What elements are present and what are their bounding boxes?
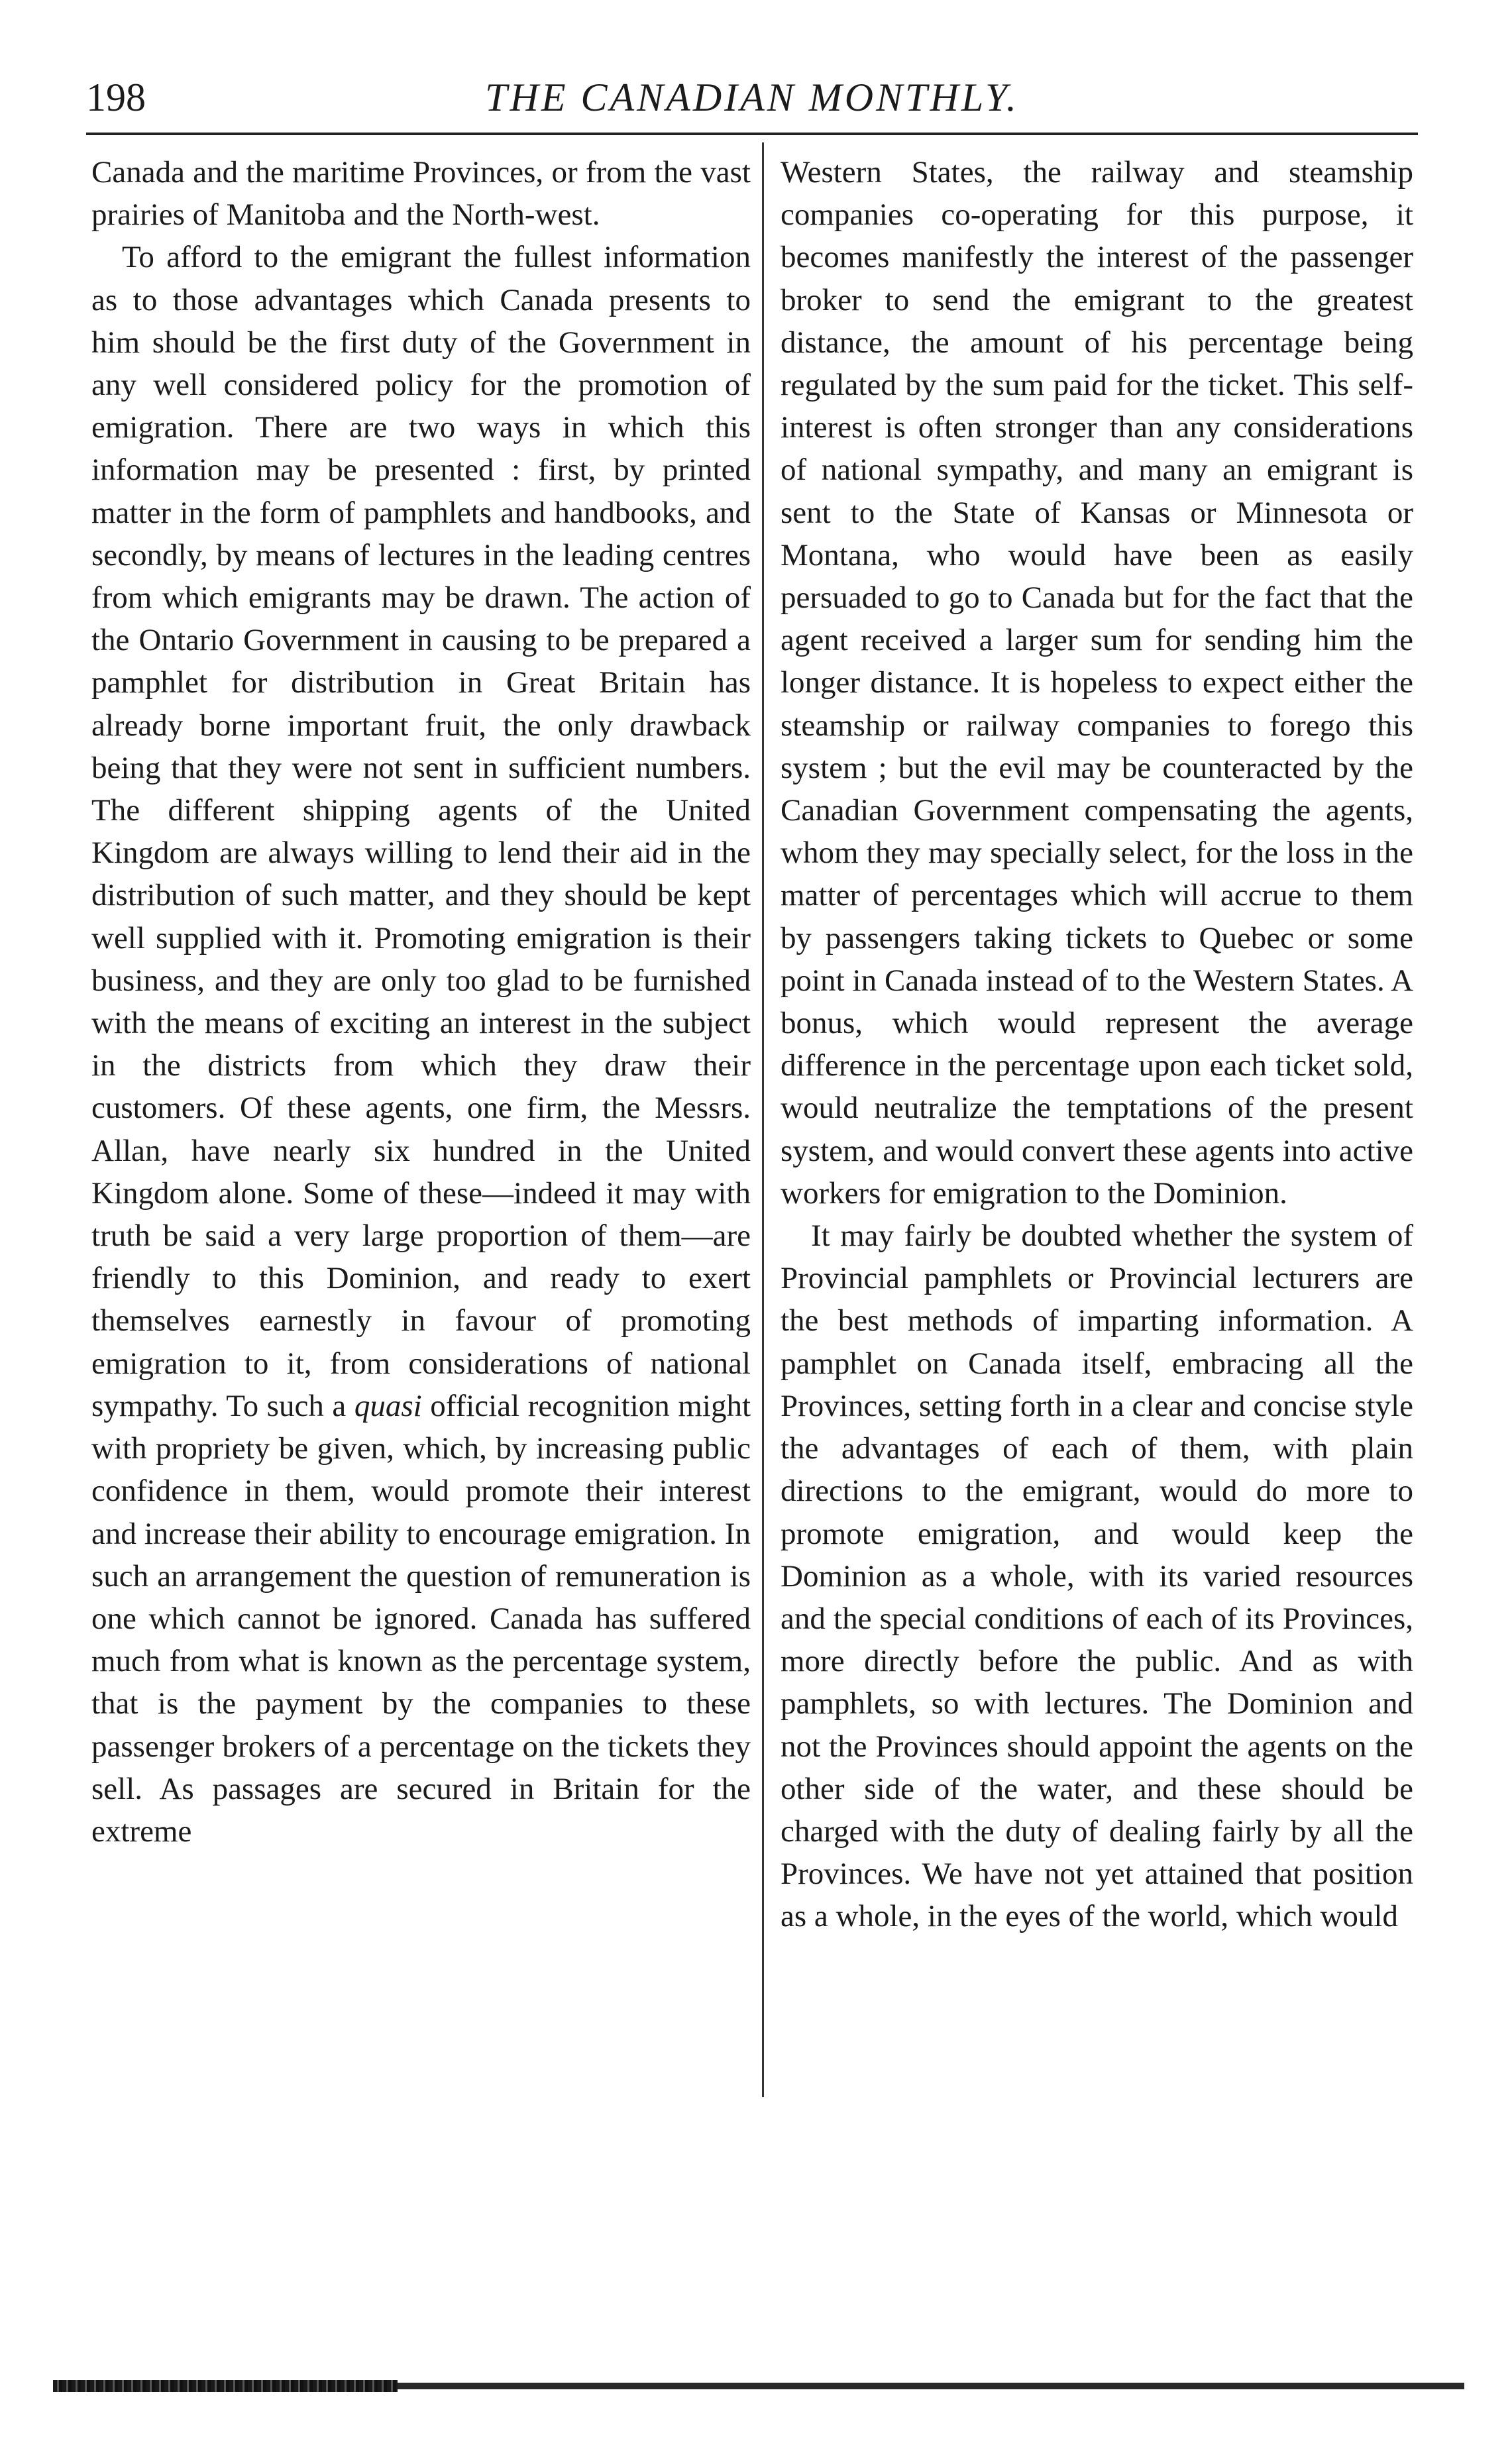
paragraph-2-tail: official recognition might with propriety be given, which, by increasing public confidence in them, would promote their interest and increase their ability to encourage emigration. In such an arrangement the question of remuneration is one which cannot be ignored. Canada has suffered much from what is known as the percentage system, that is the payment by the companies to these passenger brokers of a percentage on the tickets they sell. As passages are secured in Britain for the extreme: [91, 1388, 751, 1849]
left-column: [91, 151, 751, 2099]
italic-word-quasi: quasi: [354, 1388, 422, 1423]
paragraph-2: [91, 236, 751, 1853]
running-head: THE CANADIAN MONTHLY.: [485, 76, 1019, 119]
header-rule: [86, 133, 1418, 135]
paragraph-3: Western States, the railway and steamship companies co-operating for this purpose, it becomes manifestly the interest of the passenger broker to send the emigrant to the greatest distance, the amount of his percentage being regulated by the sum paid for the ticket. This self-interest is often stronger than any considerations of national sympathy, and many an emigrant is sent to the State of Kansas or Minnesota or Montana, who would have been as easily persuaded to go to Canada but for the fact that the agent received a larger sum for sending him the longer distance. It is hopeless to expect either the steamship or railway companies to forego this system ; but the evil may be counteracted by the Canadian Government compensating the agents, whom they may specially select, for the loss in the matter of percentages which will accrue to them by passengers taking tickets to Quebec or some point in Canada instead of to the Western States. A bonus, which would represent the average difference in the percentage upon each ticket sold, would neutralize the temptations of the present system, and would convert these agents into active workers for emigration to the Dominion.: [781, 155, 1413, 1211]
footer-ink-smudge: [53, 2380, 398, 2392]
right-column: [781, 151, 1413, 2099]
paragraph-4: It may fairly be doubted whether the system of Provincial pamphlets or Provincial lecturers are the best methods of imparting information. A pamphlet on Canada itself, embracing all the Provinces, setting forth in a clear and concise style the advantages of each of them, with plain directions to the emigrant, would do more to promote emigration, and would keep the Dominion as a whole, with its varied resources and the special conditions of each of its Provinces, more directly before the public. And as with pamphlets, so with lectures. The Dominion and not the Provinces should appoint the agents on the other side of the water, and these should be charged with the duty of dealing fairly by all the Provinces. We have not yet attained that position as a whole, in the eyes of the world, which would: [781, 1219, 1413, 1934]
page-header: [86, 61, 1418, 134]
page-number: 198: [86, 76, 146, 119]
column-divider: [762, 142, 764, 2097]
paragraph-2-text: To afford to the emigrant the fullest information as to those advantages which Canada presents to him should be the first duty of the Government in any well considered policy for the promotion of emigration. There are two ways in which this information may be presented : first, by printed matter in the form of pamphlets and handbooks, and secondly, by means of lectures in the leading centres from which emigrants may be drawn. The action of the Ontario Government in causing to be prepared a pamphlet for distribution in Great Britain has already borne important fruit, the only drawback being that they were not sent in sufficient numbers. The different shipping agents of the United Kingdom are always willing to lend their aid in the distribution of such matter, and they should be kept well supplied with it. Promoting emigration is their business, and they are only too glad to be furnished with the means of exciting an interest in the subject in the districts from which they draw their customers. Of these agents, one firm, the Messrs. Allan, have nearly six hundred in the United Kingdom alone. Some of these—indeed it may with truth be said a very large proportion of them—are friendly to this Dominion, and ready to exert themselves earnestly in favour of promoting emigration to it, from considerations of national sympathy. To such a: [91, 240, 751, 1423]
paragraph-1: Canada and the maritime Provinces, or from the vast prairies of Manitoba and the North-west.: [91, 155, 751, 233]
